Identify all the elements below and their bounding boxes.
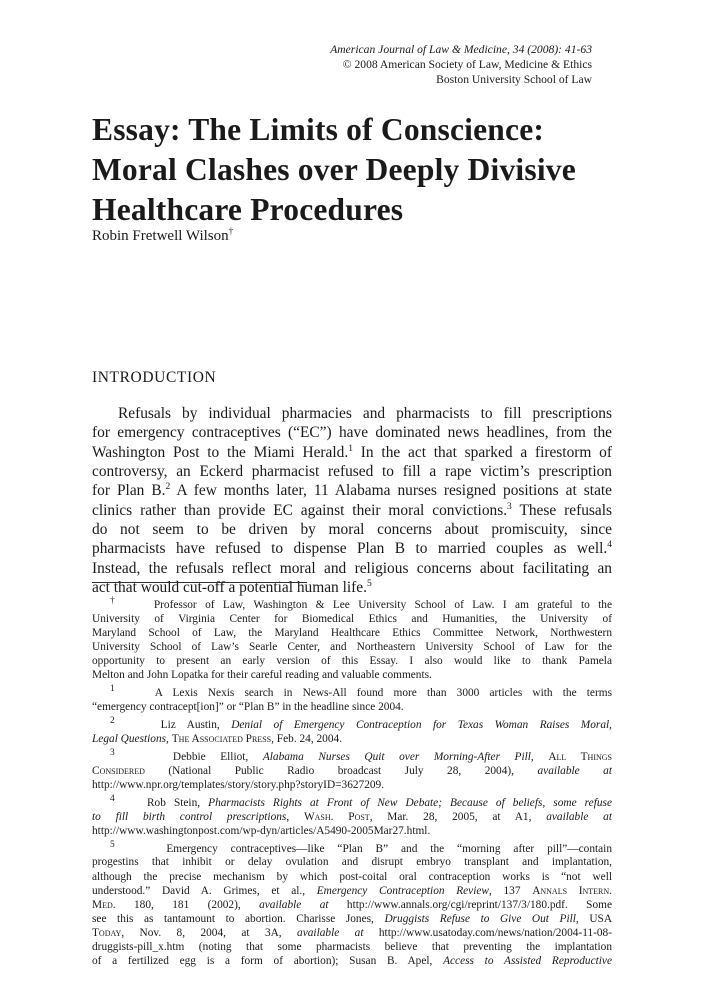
title-line-2: Moral Clashes over Deeply Divisive (92, 152, 576, 187)
body-line: do not seem to be driven by moral concerns about promiscuity, since (92, 521, 612, 539)
author-name: Robin Fretwell Wilson (92, 228, 229, 244)
footnote-line: $^1$ A Lexis Nexis search in News-All found more than 3000 articles with the terms (110, 684, 612, 699)
footnotes (92, 594, 612, 968)
footnote-line: $^4$ Rob Stein, Pharmacists Rights at Front of New Debate; Because of beliefs, some refuse (110, 793, 612, 809)
footnote-line: druggists-pill_x.htm (noting that some pharmacists believe that preventing the implantation (92, 940, 612, 953)
footnote-line: $^3$ Debbie Elliot, Alabama Nurses Quit over Morning-After Pill, All Things (110, 747, 612, 763)
footnote-line: http://www.npr.org/templates/story/story.php?storyID=3627209. (92, 778, 385, 791)
copyright-line: © 2008 American Society of Law, Medicine & Ethics (342, 58, 592, 71)
footnote-mark: † (110, 596, 121, 606)
footnote-ref[interactable]: 2 (165, 481, 171, 493)
body-line: Instead, the refusals reflect moral and religious concerns about facilitating an (92, 559, 612, 577)
footnote-line: “emergency contracept[ion]” or “Plan B” in the headline since 2004. (92, 700, 404, 713)
body-line: controversy, an Eckerd pharmacist refused to fill a rape victim’s prescription (92, 463, 612, 481)
institution-line: Boston University School of Law (436, 73, 592, 86)
article-title (92, 110, 652, 230)
footnote-line: understood.” David A. Grimes, et al., Emergency Contraception Review, 137 Annals Intern. (92, 884, 612, 897)
footnote-line: opportunity to present an early version of this Essay. I also would like to thank Pamela (92, 654, 612, 667)
footnote-line: Legal Questions, The Associated Press, Feb. 24, 2004. (92, 732, 343, 745)
body-line: for emergency contraceptives (“EC”) have dominated news headlines, from the (92, 424, 612, 442)
body-line: act that would cut-off a potential human life.$^5$ (92, 577, 372, 597)
footnote-mark: 2 (110, 715, 115, 726)
footnote-line: $^5$ Emergency contraceptives—like “Plan B” and the “morning after pill”—contain (110, 839, 612, 855)
footnote-line: Considered (National Public Radio broadcast July 28, 2004), available at (92, 764, 612, 777)
footnote-line: Today, Nov. 8, 2004, at 3A, available at http://www.usatoday.com/news/nation/2004-11-08- (92, 926, 612, 939)
body-line: Washington Post to the Miami Herald.$^1$ In the act that sparked a firestorm of (92, 442, 612, 461)
footnote-ref[interactable]: 1 (348, 442, 353, 454)
footnote-mark: 3 (110, 747, 115, 758)
body-line: Refusals by individual pharmacies and pharmacists to fill prescriptions (118, 405, 612, 422)
section-heading: INTRODUCTION (92, 369, 217, 386)
author-footnote-mark: † (228, 227, 234, 237)
title-line-3: Healthcare Procedures (92, 192, 404, 227)
body-line: for Plan B.$^2$ A few months later, 11 Alabama nurses resigned positions at state (92, 481, 613, 500)
footnote-line: Melton and John Lopatka for their careful reading and valuable comments. (92, 669, 432, 682)
body-line: clinics rather than provide EC against their moral convictions.$^3$ These refusals (92, 500, 612, 519)
footnote-mark: 1 (110, 684, 115, 695)
footnote-line: Maryland School of Law, the Maryland Healthcare Ethics Committee Network, Northwestern (92, 626, 612, 639)
footnote-line: University of Virginia Center for Biomedical Ethics and Humanities, the University of (92, 612, 612, 625)
journal-citation: American Journal of Law & Medicine, 34 (2008): 41-63 (330, 43, 592, 56)
footnote-line: see this as tantamount to abortion. Charisse Jones, Druggists Refuse to Give Out Pill, USA (92, 912, 612, 925)
title-line-1: Essay: The Limits of Conscience: (92, 112, 545, 147)
author-byline (92, 226, 233, 246)
footnote-line: to fill birth control prescriptions, Wash. Post, Mar. 28, 2005, at A1, available at (92, 810, 612, 823)
footnote-mark: 4 (110, 793, 115, 804)
footnote-divider (92, 582, 307, 583)
footnote-ref[interactable]: 3 (507, 500, 512, 512)
footnote-line: $^2$ Liz Austin, Denial of Emergency Contraception for Texas Woman Raises Moral, (110, 715, 612, 731)
body-paragraph (92, 404, 612, 597)
body-line: pharmacists have refused to dispense Plan B to married couples as well.$^4$ (92, 539, 612, 558)
footnote-mark: 5 (110, 839, 115, 850)
footnote-line: † Professor of Law, Washington & Lee University School of Law. I am grateful to the (110, 596, 612, 611)
footnote-ref[interactable]: 4 (607, 539, 612, 551)
footnote-line: progestins that inhibit or delay ovulation and disrupt embryo transplant and implantation, (92, 856, 612, 869)
footnote-line: although the precise mechanism by which post-coital oral contraception works is “not well (92, 870, 612, 883)
footnote-line: Med. 180, 181 (2002), available at http://www.annals.org/cgi/reprint/137/3/180.pdf. Some (92, 898, 612, 911)
footnote-line: of a fertilized egg is a form of abortion); Susan B. Apel, Access to Assisted Reproductive (92, 954, 612, 967)
footnote-ref[interactable]: 5 (366, 577, 372, 589)
footnote-line: University School of Law’s Searle Center, and Northeastern University School of Law for the (92, 640, 612, 653)
footnote-line: http://www.washingtonpost.com/wp-dyn/articles/A5490-2005Mar27.html. (92, 824, 431, 837)
journal-header (330, 42, 592, 87)
